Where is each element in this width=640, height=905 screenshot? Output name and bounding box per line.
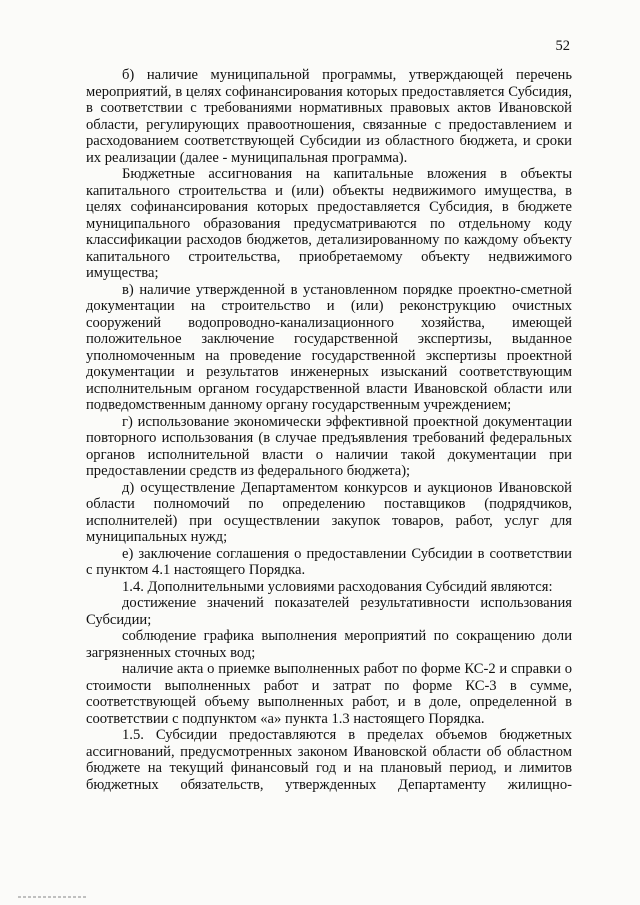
paragraph-results-indicators: достижение значений показателей результативности использования Субсидии; (86, 595, 572, 628)
paragraph-item-e: е) заключение соглашения о предоставлении Субсидии в соответствии с пунктом 4.1 настоящего Порядка. (86, 545, 572, 578)
paragraph-1-5: 1.5. Субсидии предоставляются в пределах объемов бюджетных ассигнований, предусмотренных законом Ивановской области об областном бюджете на текущий финансовый год и на плановый период, и лимитов бюджетных обязательств, утвержденных Департаменту жилищно- (86, 727, 572, 793)
scan-artifact (18, 896, 88, 898)
document-body (86, 67, 572, 793)
paragraph-item-d: д) осуществление Департаментом конкурсов и аукционов Ивановской области полномочий по определению поставщиков (подрядчиков, исполнителей) при осуществлении закупок товаров, работ, услуг для муниципальных нужд; (86, 479, 572, 545)
paragraph-budget-allocations: Бюджетные ассигнования на капитальные вложения в объекты капитального строительства и (или) объекты недвижимого имущества, в целях софинансирования которых предоставляется Субсидия, в бюджете муниципального образования предусматриваются по отдельному коду классификации расходов бюджетов, детализированному по каждому объекту капитального строительства, приобретаемому объекту недвижимого имущества; (86, 166, 572, 281)
page-number: 52 (555, 38, 570, 54)
paragraph-item-g: г) использование экономически эффективной проектной документации повторного использования (в случае предъявления требований федеральных органов исполнительной власти о наличии такой документации при предоставлении средств из федерального бюджета); (86, 413, 572, 479)
paragraph-acts-ks: наличие акта о приемке выполненных работ по форме КС-2 и справки о стоимости выполненных работ и затрат по форме КС-3 в сумме, соответствующей объему выполненных работ, и в доле, определенной в соответствии с подпунктом «а» пункта 1.3 настоящего Порядка. (86, 661, 572, 727)
paragraph-item-b: б) наличие муниципальной программы, утверждающей перечень мероприятий, в целях софинансирования которых предоставляется Субсидия, в соответствии с требованиями нормативных правовых актов Ивановской области, регулирующих правоотношения, связанные с предоставлением и расходованием соответствующей Субсидии из областного бюджета, и сроки их реализации (далее - муниципальная программа). (86, 67, 572, 166)
paragraph-item-v: в) наличие утвержденной в установленном порядке проектно-сметной документации на строительство и (или) реконструкцию очистных сооружений водопроводно-канализационного хозяйства, имеющей положительное заключение государственной экспертизы, выданное уполномоченным на проведение государственной экспертизы проектной документации и результатов инженерных изысканий соответствующим исполнительным органом государственной власти Ивановской области или подведомственным данному органу государственным учреждением; (86, 281, 572, 413)
paragraph-schedule: соблюдение графика выполнения мероприятий по сокращению доли загрязненных сточных вод; (86, 628, 572, 661)
paragraph-1-4: 1.4. Дополнительными условиями расходования Субсидий являются: (122, 578, 553, 595)
